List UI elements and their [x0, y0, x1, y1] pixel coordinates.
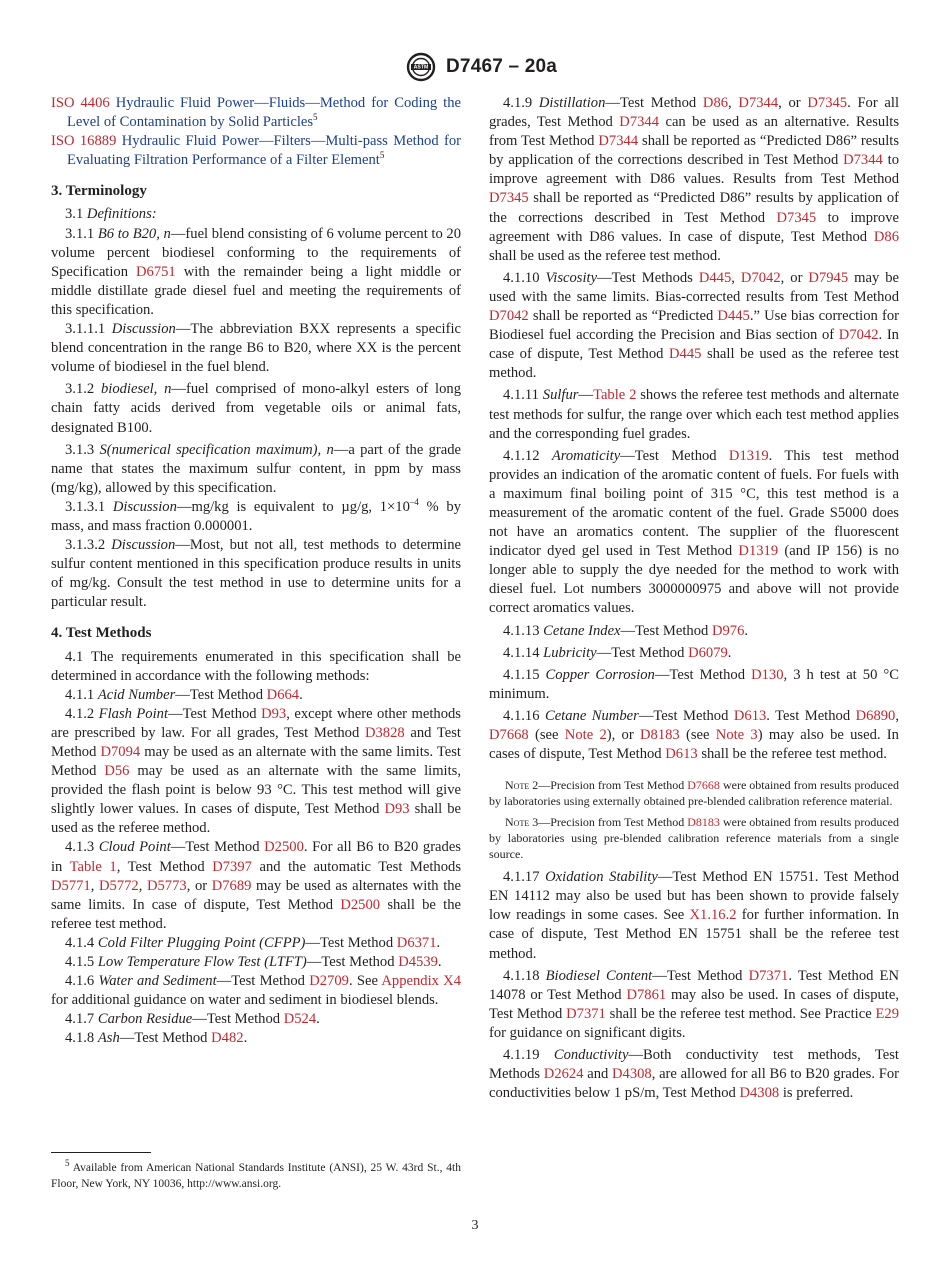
link[interactable]: D7042 [489, 308, 529, 325]
link[interactable]: D445 [668, 346, 702, 363]
link[interactable]: D7344 [738, 95, 779, 111]
link[interactable]: D86 [702, 95, 729, 111]
para-4-1-6: 4.1.6 Water and Sediment—Test Method D2709. See Appendix X4 for additional guidance on water and sediment in biodiesel blends. [51, 973, 462, 1009]
link[interactable]: D6371 [396, 934, 437, 951]
para-4-1-2: 4.1.2 Flash Point—Test Method D93, except where other methods are prescribed by law. For all grades, Test Method D3828 and Test Method D7094 may be used as an alternate with the same limits. Test Method D56 may be used as an alternate with the same limits, provided the flash point is below 93 °C. This test method will give slightly lower values. In cases of dispute, Test Method D93 shall be used as the referee method. [51, 705, 461, 837]
right-column [489, 94, 899, 1103]
para-3-1-2: 3.1.2 biodiesel, n—fuel comprised of mono-alkyl esters of long chain fatty acids derived from vegetable oils or animal fats, designated B100. [51, 381, 461, 436]
link[interactable]: E29 [875, 1005, 899, 1022]
link[interactable]: D7345 [489, 190, 529, 207]
link[interactable]: D7371 [748, 967, 789, 984]
para-4-1-9: 4.1.9 Distillation—Test Method D86, D7344, or D7345. For all grades, Test Method D7344 can be used as an alternative. Results from Test Method D7344 shall be reported as “Predicted D86” results by application of the corrections described in Test Method D7344 to improve agreement with D86 values. Results from Test Method D7345 shall be reported as “Predicted D86” results by application of the corrections described in Test Method D7345 to improve agreement with D86 values. In case of dispute, Test Method D86 shall be used as the referee test method. [489, 95, 900, 264]
link[interactable]: D445 [698, 269, 732, 286]
link[interactable]: D482 [211, 1030, 244, 1047]
para-3-1-1-1: 3.1.1.1 Discussion—The abbreviation BXX represents a specific blend concentration in the range B6 to B20, where XX is the percent volume of biodiesel in the fuel blend. [51, 321, 461, 376]
link[interactable]: D7042 [740, 269, 781, 286]
footnote-divider [51, 1152, 151, 1153]
link[interactable]: D2709 [309, 973, 349, 990]
para-3-1-3-2: 3.1.3.2 Discussion—Most, but not all, test methods to determine sulfur content mentioned in this specification produce results in units of mg/kg. Consult the test method in use to determine units for a particular result. [51, 537, 461, 611]
link[interactable]: D7042 [838, 327, 879, 344]
ref-title[interactable]: Hydraulic Fluid Power—Fluids—Method for Coding the Level of Contamination by Solid Particles [67, 95, 461, 131]
section-heading-terminology: 3. Terminology [51, 183, 147, 200]
link[interactable]: D6890 [855, 707, 896, 724]
para-4-1-10: 4.1.10 Viscosity—Test Methods D445, D7042, or D7945 may be used with the same limits. Bias-corrected results from Test Method D7042 shall be reported as “Predicted D445.” Use bias correction for Biodiesel fuel according the Precision and Bias section of D7042. In case of dispute, Test Method D445 shall be used as the referee test method. [489, 269, 900, 382]
left-column [51, 94, 461, 1049]
para-3-1-3: 3.1.3 S(numerical specification maximum), n—a part of the grade name that states the maximum sulfur content, in ppm by mass (mg/kg), allowed by this specification. [51, 441, 461, 496]
link[interactable]: D7397 [212, 858, 252, 875]
link[interactable]: D56 [104, 763, 130, 780]
page-number: 3 [471, 1218, 479, 1233]
link[interactable]: D1319 [738, 543, 779, 560]
section-heading-test-methods: 4. Test Methods [51, 625, 152, 642]
para-4-1-15: 4.1.15 Copper Corrosion—Test Method D130, 3 h test at 50 °C minimum. [489, 666, 899, 702]
para-4-1-7: 4.1.7 Carbon Residue—Test Method D524. [65, 1011, 320, 1028]
ref-code[interactable]: ISO 16889 [51, 133, 117, 150]
svg-text:ASTM: ASTM [413, 64, 429, 71]
link[interactable]: D6751 [136, 263, 176, 280]
link[interactable]: D445 [717, 308, 750, 325]
link[interactable]: D1319 [728, 447, 769, 464]
para-4-1-12: 4.1.12 Aromaticity—Test Method D1319. This test method provides an indication of the aromatic content of fuels. For fuels with a maximum final boiling point of 315 °C, this test method is a measurement of the aromatic content of the fuel. Grade S5000 does not have an aromatics content. The supplier of the fluorescent indicator dyed gel used in Test Method D1319 (and IP 156) is no longer able to supply the dye needed for the method to work with diesel fuel. Lot numbers 3000000975 and above will not provide correct aromatics values. [489, 447, 900, 617]
para-4-1-4: 4.1.4 Cold Filter Plugging Point (CFPP)—Test Method D6371. [65, 934, 441, 951]
link[interactable]: D4308 [739, 1085, 780, 1102]
link[interactable]: D7094 [100, 744, 141, 760]
link[interactable]: D7668 [687, 778, 720, 793]
link[interactable]: D7344 [619, 114, 660, 131]
footnote-5: $^5$ Available from American National Standards Institute (ANSI), 25 W. 43rd St., 4th Floor, New York, NY 10036, http://www.ansi.org. [51, 1158, 461, 1190]
document-id: D7467 – 20a [446, 56, 558, 77]
link[interactable]: D6079 [688, 644, 728, 661]
para-4-1-17: 4.1.17 Oxidation Stability—Test Method EN 15751. Test Method EN 14112 may also be used but has been shown to provide falsely low readings in some cases. See X1.16.2 for further information. In case of dispute, Test Method EN 15751 shall be the referee test method. [489, 869, 899, 962]
para-4-1-3: 4.1.3 Cloud Point—Test Method D2500. For all B6 to B20 grades in Table 1, Test Method D7397 and the automatic Test Methods D5771, D5772, D5773, or D7689 may be used as alternates with the same limits. In case of dispute, Test Method D2500 shall be the referee test method. [51, 839, 462, 932]
link[interactable]: D93 [261, 705, 287, 722]
link[interactable]: D8183 [639, 727, 680, 743]
link[interactable]: D3828 [364, 724, 405, 741]
note-2: Note 2—Precision from Test Method D7668 were obtained from results produced by laboratories using externally obtained pre-blended calibration reference material. [489, 778, 899, 808]
link[interactable]: D4308 [611, 1066, 652, 1083]
link[interactable]: D613 [733, 707, 767, 724]
link[interactable]: D5773 [146, 877, 187, 894]
link[interactable]: X1.16.2 [689, 907, 737, 924]
link[interactable]: D4539 [398, 954, 438, 971]
para-4-1: 4.1 The requirements enumerated in this specification shall be determined in accordance with the following methods: [51, 648, 461, 684]
para-4-1-16: 4.1.16 Cetane Number—Test Method D613. Test Method D6890, D7668 (see Note 2), or D8183 (see Note 3) may also be used. In cases of dispute, Test Method D613 shall be the referee test method. [489, 707, 899, 763]
link[interactable]: D7861 [626, 986, 667, 1003]
link[interactable]: Appendix X4 [381, 973, 462, 990]
link[interactable]: D93 [384, 801, 410, 818]
link[interactable]: Table 2 [593, 387, 637, 404]
para-4-1-5: 4.1.5 Low Temperature Flow Test (LTFT)—Test Method D4539. [65, 954, 442, 971]
link[interactable]: D2500 [264, 839, 304, 856]
link[interactable]: D524 [283, 1011, 317, 1028]
link[interactable]: D8183 [687, 815, 720, 830]
link[interactable]: D7945 [808, 269, 849, 286]
link[interactable]: D5772 [98, 877, 139, 894]
note-3: Note 3—Precision from Test Method D8183 were obtained from results produced by laboratories using pre-blended calibration reference materials from a single source. [489, 815, 899, 861]
reference-iso-16889: ISO 16889 Hydraulic Fluid Power—Filters—Multi-pass Method for Evaluating Filtration Performance of a Filter Element$^5$ [51, 133, 462, 169]
ref-title[interactable]: Hydraulic Fluid Power—Filters—Multi-pass Method for Evaluating Filtration Performance of a Filter Element [67, 133, 462, 169]
reference-iso-4406: ISO 4406 Hydraulic Fluid Power—Fluids—Method for Coding the Level of Contamination by Solid Particles$^5$ [51, 95, 461, 131]
link[interactable]: Note 3 [715, 727, 758, 743]
astm-logo [402, 52, 440, 82]
link[interactable]: D7345 [807, 95, 848, 111]
para-4-1-11: 4.1.11 Sulfur—Table 2 shows the referee test methods and alternate test methods for sulfur, the range over which each test method applies and the corresponding fuel grades. [489, 387, 899, 442]
para-4-1-8: 4.1.8 Ash—Test Method D482. [65, 1030, 248, 1047]
para-3-1-1: 3.1.1 B6 to B20, n—fuel blend consisting of 6 volume percent to 20 volume percent biodiesel conforming to the requirements of Specification D6751 with the remainder being a light middle or middle distillate grade diesel fuel and meeting the requirements of this specification. [51, 225, 462, 318]
para-4-1-19: 4.1.19 Conductivity—Both conductivity test methods, Test Methods D2624 and D4308, are allowed for all B6 to B20 grades. For conductivities below 1 pS/m, Test Method D4308 is preferred. [489, 1047, 899, 1102]
link[interactable]: D7668 [489, 727, 529, 743]
link[interactable]: D7689 [211, 877, 252, 894]
link[interactable]: Table 1 [69, 858, 117, 875]
link[interactable]: Note 2 [564, 727, 607, 743]
link[interactable]: D86 [873, 228, 899, 245]
ref-code[interactable]: ISO 4406 [51, 95, 110, 111]
link[interactable]: D130 [751, 666, 784, 683]
para-3-1: 3.1 Definitions: [65, 206, 157, 223]
link[interactable]: D5771 [51, 877, 91, 894]
link[interactable]: D7344 [843, 152, 883, 169]
link[interactable]: D664 [266, 686, 300, 703]
link[interactable]: D7344 [598, 133, 639, 150]
para-4-1-1: 4.1.1 Acid Number—Test Method D664. [65, 686, 303, 703]
link[interactable]: D2624 [543, 1066, 584, 1083]
link[interactable]: D613 [665, 746, 698, 763]
link[interactable]: D7371 [566, 1005, 606, 1022]
para-4-1-14: 4.1.14 Lubricity—Test Method D6079. [503, 644, 732, 661]
para-4-1-13: 4.1.13 Cetane Index—Test Method D976. [503, 622, 749, 639]
para-4-1-18: 4.1.18 Biodiesel Content—Test Method D7371. Test Method EN 14078 or Test Method D7861 may also be used. In cases of dispute, Test Method D7371 shall be the referee test method. See Practice E29 for guidance on significant digits. [489, 967, 899, 1041]
link[interactable]: D2500 [340, 896, 381, 913]
link[interactable]: D7345 [776, 209, 817, 226]
link[interactable]: D976 [711, 622, 745, 639]
para-3-1-3-1: 3.1.3.1 Discussion—mg/kg is equivalent to µg/g, $1\times 10^{-4}$ % by mass, and mass fraction 0.000001. [51, 497, 461, 534]
